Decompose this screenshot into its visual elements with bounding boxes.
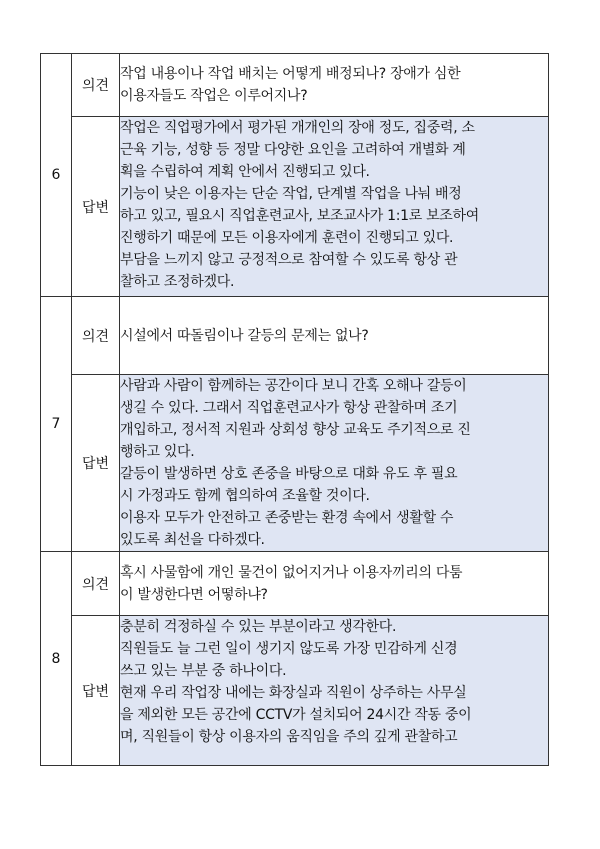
qa-table xyxy=(40,53,549,766)
text-line: 이 발생한다면 어떻하냐? xyxy=(120,586,268,603)
text-line: 근육 기능, 성향 등 정말 다양한 요인을 고려하여 개별화 계 xyxy=(120,142,466,158)
text-line: 시설에서 따돌림이나 갈등의 문제는 없나? xyxy=(120,327,369,344)
text-line: 을 제외한 모든 공간에 CCTV가 설치되어 24시간 작동 중이 xyxy=(120,707,472,723)
question-label: 의견 xyxy=(72,54,120,117)
row-number: 7 xyxy=(41,297,72,552)
text-line: 하고 있고, 필요시 직업훈련교사, 보조교사가 1:1로 보조하여 xyxy=(120,208,479,224)
answer-text xyxy=(120,117,549,297)
text-line: 작업 내용이나 작업 배치는 어떻게 배정되나? 장애가 심한 xyxy=(120,66,461,82)
question-row xyxy=(41,297,549,375)
question-text xyxy=(120,552,549,616)
question-text xyxy=(120,297,549,375)
question-row xyxy=(41,552,549,616)
text-line: 시 가정과도 함께 협의하여 조율할 것이다. xyxy=(120,488,370,504)
text-line: 혹시 사물함에 개인 물건이 없어지거나 이용자끼리의 다툼 xyxy=(120,564,463,581)
text-line: 현재 우리 작업장 내에는 화장실과 직원이 상주하는 사무실 xyxy=(120,685,467,701)
answer-label: 답변 xyxy=(72,375,120,552)
text-line: 행하고 있다. xyxy=(120,444,195,460)
answer-row xyxy=(41,117,549,297)
text-line: 진행하기 때문에 모든 이용자에게 훈련이 진행되고 있다. xyxy=(120,230,454,246)
answer-text xyxy=(120,375,549,552)
text-line: 획을 수립하여 계획 안에서 진행되고 있다. xyxy=(120,164,370,180)
answer-label: 답변 xyxy=(72,616,120,766)
text-line: 사람과 사람이 함께하는 공간이다 보니 간혹 오해나 갈등이 xyxy=(120,378,467,394)
answer-label: 답변 xyxy=(72,117,120,297)
text-line: 생길 수 있다. 그래서 직업훈련교사가 항상 관찰하며 조기 xyxy=(120,400,458,416)
text-line: 충분히 걱정하실 수 있는 부분이라고 생각한다. xyxy=(120,619,397,635)
text-line: 며, 직원들이 항상 이용자의 움직임을 주의 깊게 관찰하고 xyxy=(120,729,458,745)
row-number: 6 xyxy=(41,54,72,297)
text-line: 기능이 낮은 이용자는 단순 작업, 단계별 작업을 나눠 배정 xyxy=(120,186,462,202)
text-line: 부담을 느끼지 않고 긍정적으로 참여할 수 있도록 항상 관 xyxy=(120,252,458,268)
text-line: 갈등이 발생하면 상호 존중을 바탕으로 대화 유도 후 필요 xyxy=(120,466,458,482)
question-label: 의견 xyxy=(72,297,120,375)
row-number: 8 xyxy=(41,552,72,766)
text-line: 찰하고 조정하겠다. xyxy=(120,274,235,290)
text-line: 있도록 최선을 다하겠다. xyxy=(120,532,265,548)
text-line: 개입하고, 정서적 지원과 상회성 향상 교육도 주기적으로 진 xyxy=(120,422,471,438)
answer-text xyxy=(120,616,549,766)
text-line: 작업은 직업평가에서 평가된 개개인의 장애 정도, 집중력, 소 xyxy=(120,120,475,136)
text-line: 직원들도 늘 그런 일이 생기지 않도록 가장 민감하게 신경 xyxy=(120,641,458,657)
question-text xyxy=(120,54,549,117)
question-row xyxy=(41,54,549,117)
answer-row xyxy=(41,375,549,552)
answer-row xyxy=(41,616,549,766)
question-label: 의견 xyxy=(72,552,120,616)
text-line: 이용자들도 작업은 이루어지나? xyxy=(120,88,308,104)
text-line: 쓰고 있는 부분 중 하나이다. xyxy=(120,663,287,679)
text-line: 이용자 모두가 안전하고 존중받는 환경 속에서 생활할 수 xyxy=(120,510,454,526)
